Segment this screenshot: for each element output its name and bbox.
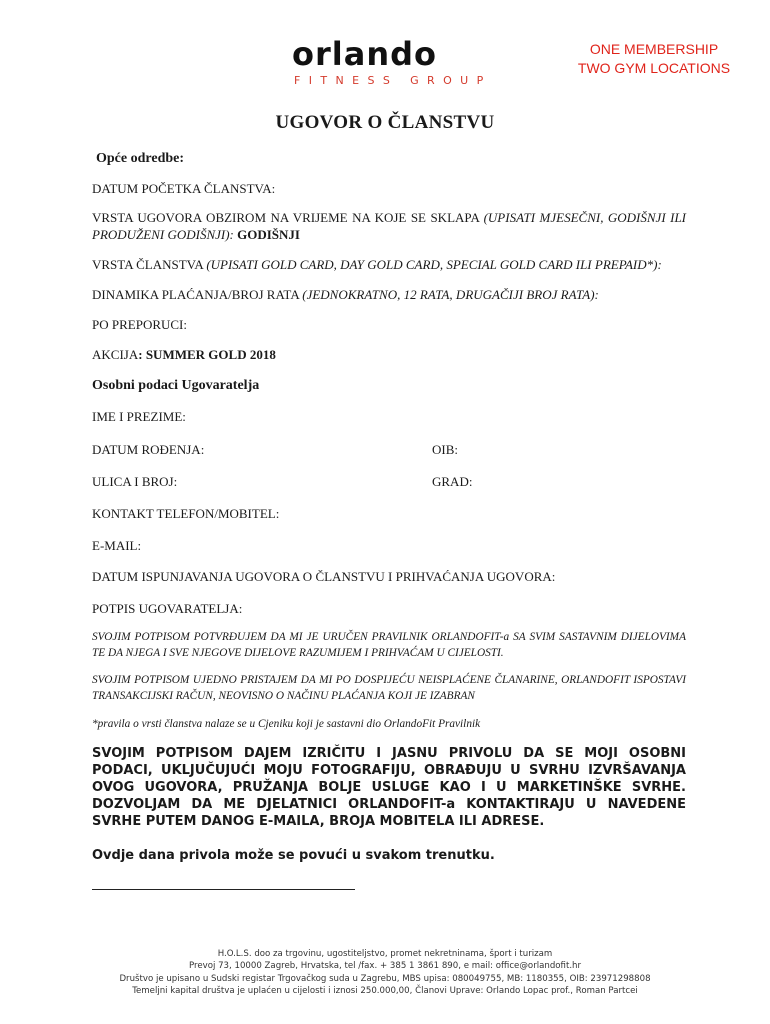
logo-wordmark: orlando: [292, 35, 437, 73]
oib-label: OIB:: [432, 442, 458, 457]
general-provisions-heading: Opće odredbe:: [96, 151, 185, 166]
footer-line-1: H.O.L.S. doo za trgovinu, ugostiteljstvo, promet nekretninama, šport i turizam: [217, 949, 553, 959]
membership-footnote: *pravila o vrsti članstva nalaze se u Cjeniku koji je sastavni dio OrlandoFit Pravilnik: [92, 718, 481, 730]
field-referral: PO PREPORUCI:: [92, 317, 187, 332]
field-full-name: IME I PREZIME:: [92, 409, 186, 424]
logo-subtitle: FITNESS GROUP: [294, 74, 492, 87]
tagline-line-2: TWO GYM LOCATIONS: [577, 60, 731, 76]
contract-type-label: VRSTA UGOVORA OBZIROM NA VRIJEME NA KOJE SE SKLAPA: [92, 210, 480, 225]
company-footer: [0, 948, 770, 998]
membership-type-hint: (UPISATI GOLD CARD, DAY GOLD CARD, SPECIAL GOLD CARD ILI PREPAID*):: [206, 257, 662, 272]
tagline-line-1: ONE MEMBERSHIP: [589, 41, 719, 57]
rules-acknowledgement: SVOJIM POTPISOM POTVRĐUJEM DA MI JE URUČEN PRAVILNIK ORLANDOFIT-a SA SVIM SASTAVNIM DIJELOVIMA TE DA NJEGA I SVE NJEGOVE DIJELOVE RAZUMIJEM I PRIHVAĆAM U CIJELOSTI.: [92, 631, 686, 659]
field-signature: POTPIS UGOVARATELJA:: [92, 601, 243, 616]
payment-label: DINAMIKA PLAĆANJA/BROJ RATA: [92, 287, 299, 302]
field-membership-type: [92, 256, 686, 273]
personal-data-heading: Osobni podaci Ugovaratelja: [92, 378, 260, 393]
footer-line-3: Društvo je upisano u Sudski registar Trgovačkog suda u Zagrebu, MBS upisa: 080049755, MB: 1180355, OIB: 23971298808: [119, 973, 651, 984]
field-promotion: AKCIJA: SUMMER GOLD 2018: [92, 347, 276, 362]
contract-type-hint: (UPISATI MJESEČNI, GODIŠNJI ILI PRODUŽENI GODIŠNJI):: [92, 210, 687, 242]
field-address-row: [92, 473, 686, 490]
footer-line-2: Prevoj 73, 10000 Zagreb, Hrvatska, tel /fax. + 385 1 3861 890, e mail: office@orlandofit.hr: [188, 961, 582, 972]
street-label: ULICA I BROJ:: [92, 474, 178, 489]
membership-type-label: VRSTA ČLANSTVA: [92, 257, 204, 272]
payment-acknowledgement: SVOJIM POTPISOM UJEDNO PRISTAJEM DA MI PO DOSPIJEĆU NEISPLAĆENE ČLANARINE, ORLANDOFIT ISPOSTAVI TRANSAKCIJSKI RAČUN, NEOVISNO O NAČINU PLAĆANJA KOJI JE IZABRAN: [92, 674, 686, 702]
field-start-date: DATUM POČETKA ČLANSTVA:: [92, 181, 276, 196]
document-title: UGOVOR O ČLANSTVU: [275, 112, 495, 133]
signature-line: [92, 889, 355, 890]
footer-line-4: Temeljni kapital društva je uplaćen u cijelosti i iznosi 250.000,00, Članovi Uprave: Orlando Lopac prof., Roman Partcei: [132, 986, 638, 997]
field-email: E-MAIL:: [92, 538, 142, 553]
privacy-consent: SVOJIM POTPISOM DAJEM IZRIČITU I JASNU PRIVOLU DA SE MOJI OSOBNI PODACI, UKLJUČUJUĆI MOJU FOTOGRAFIJU, OBRAĐUJU U SVRHU IZVRŠAVANJA OVOG UGOVORA, PRUŽANJA BOLJE USLUGE KAO I U MARKETINŠKE SVRHE. DOZVOLJAM DA ME DJELATNICI ORLANDOFIT-a KONTAKTIRAJU U NAVEDENE SVRHE PUTEM DANOG E-MAILA, BROJA MOBITELA ILI ADRESE.: [92, 746, 686, 829]
field-phone: KONTAKT TELEFON/MOBITEL:: [92, 506, 280, 521]
tagline: [556, 40, 752, 78]
payment-hint: (JEDNOKRATNO, 12 RATA, DRUGAČIJI BROJ RATA):: [302, 287, 599, 302]
birth-date-label: DATUM ROĐENJA:: [92, 442, 205, 457]
promotion-label: AKCIJA: [92, 347, 139, 362]
field-payment-dynamics: [92, 286, 686, 303]
field-contract-type: [92, 209, 686, 243]
city-label: GRAD:: [432, 474, 473, 489]
field-fill-date: DATUM ISPUNJAVANJA UGOVORA O ČLANSTVU I PRIHVAĆANJA UGOVORA:: [92, 569, 556, 584]
consent-revocation-note: Ovdje dana privola može se povući u svakom trenutku.: [92, 848, 495, 863]
field-birth-date-row: [92, 441, 686, 458]
contract-type-value: GODIŠNJI: [237, 227, 300, 242]
promotion-value: SUMMER GOLD 2018: [145, 347, 276, 362]
company-logo: [288, 35, 492, 88]
